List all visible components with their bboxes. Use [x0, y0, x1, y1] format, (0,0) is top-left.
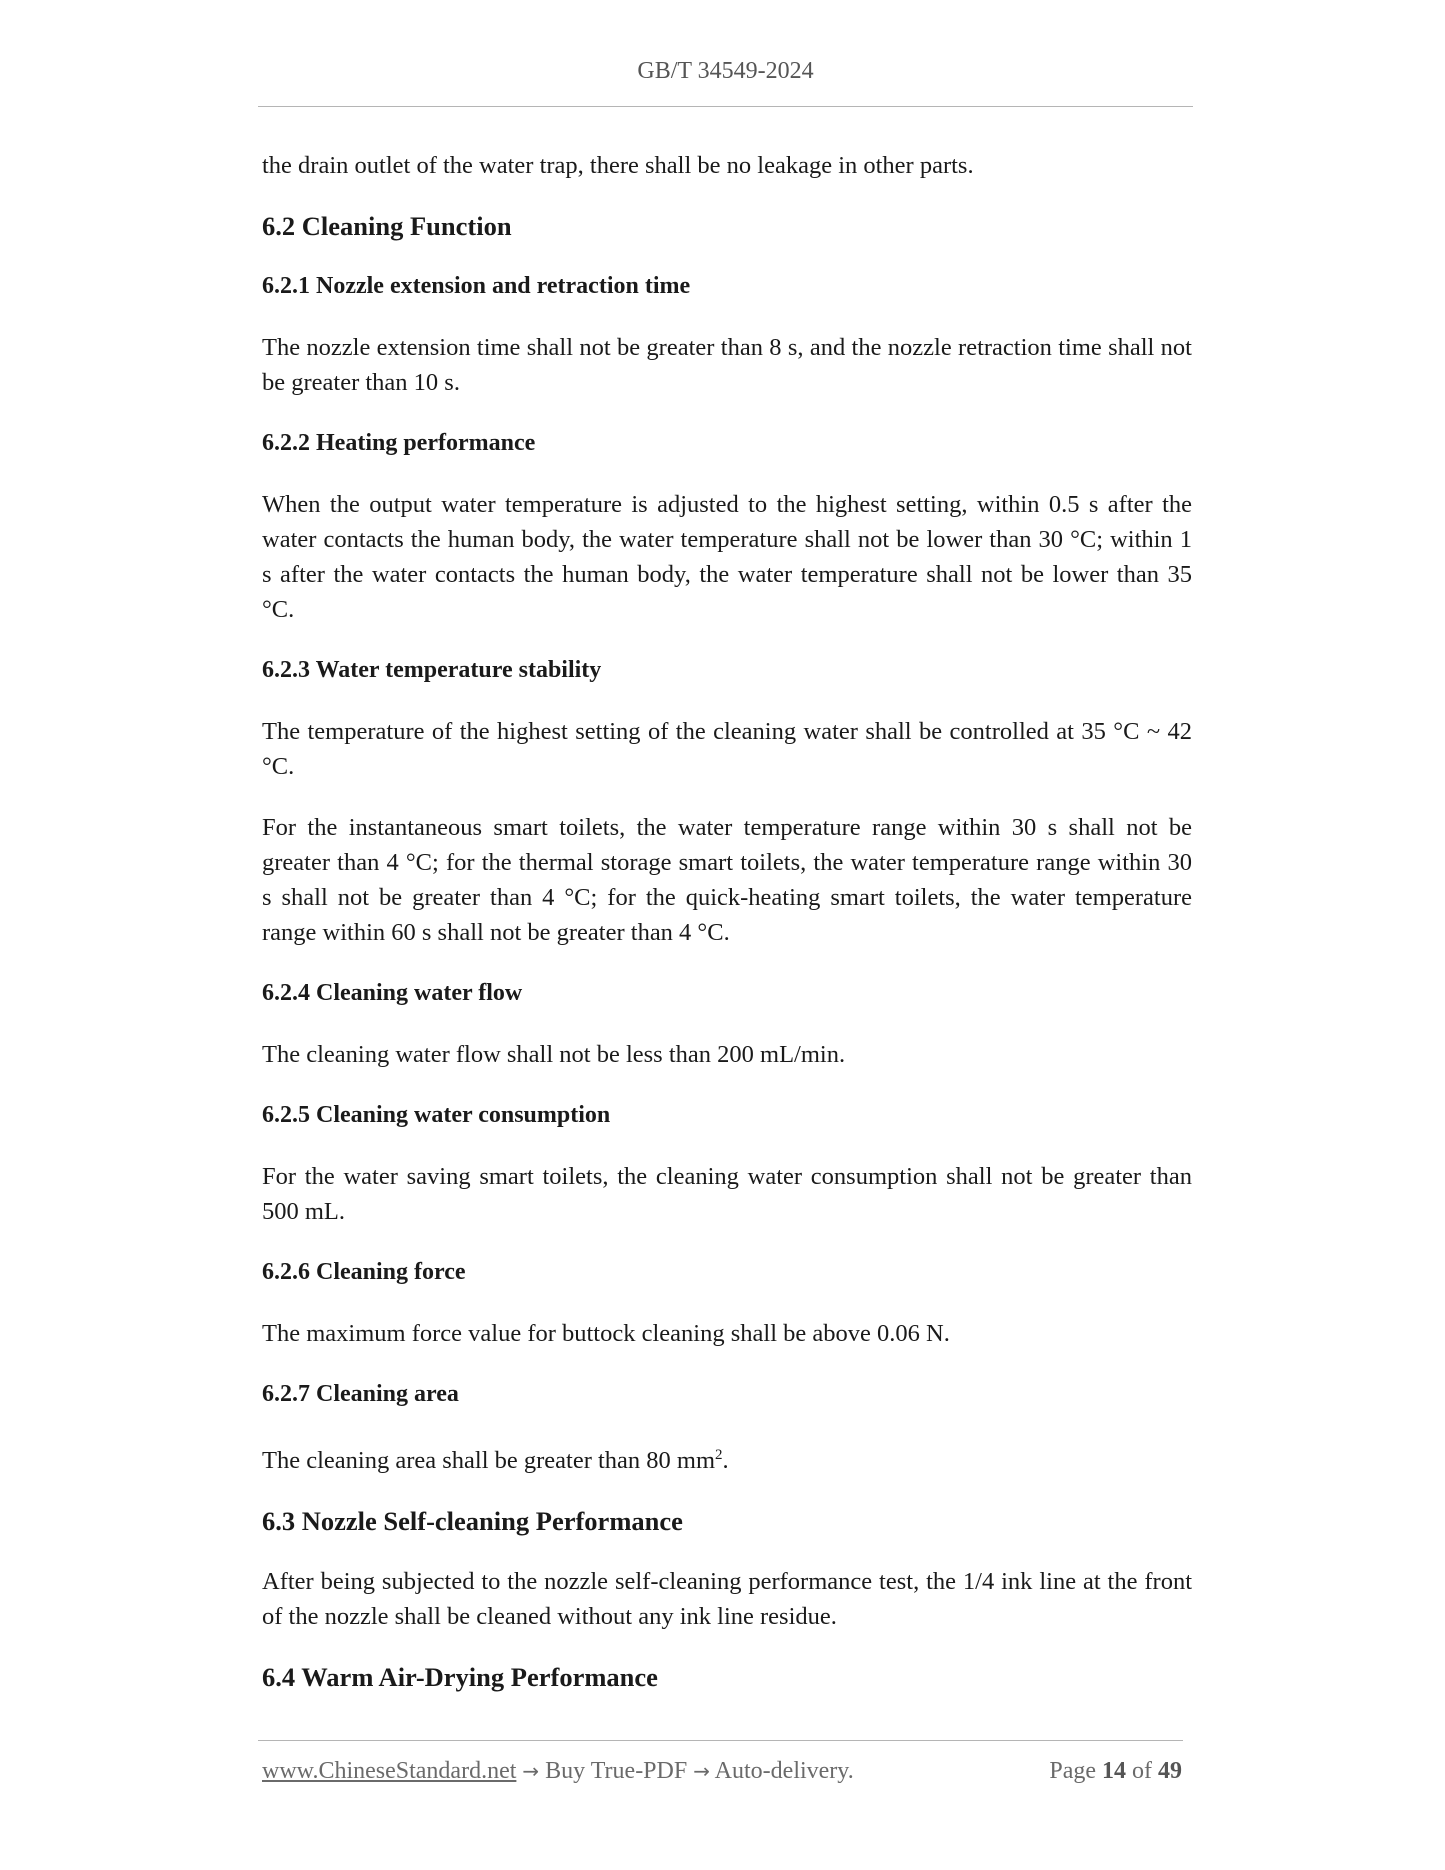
header-divider [258, 106, 1193, 107]
section-heading-6-3: 6.3 Nozzle Self-cleaning Performance [262, 1506, 683, 1537]
subsection-heading-6-2-4: 6.2.4 Cleaning water flow [262, 980, 523, 1006]
subsection-heading-6-2-1: 6.2.1 Nozzle extension and retraction time [262, 273, 691, 299]
page-of-label: of [1132, 1758, 1152, 1784]
subsection-heading-6-2-7: 6.2.7 Cleaning area [262, 1381, 459, 1407]
arrow-right-icon: → [693, 1759, 710, 1783]
auto-delivery-text: Auto-delivery. [714, 1758, 854, 1784]
paragraph-6-3: After being subjected to the nozzle self-cleaning performance test, the 1/4 ink line at the front of the nozzle shall be cleaned without any ink line residue. [262, 1568, 1192, 1631]
arrow-right-icon: → [522, 1759, 540, 1783]
footer-divider [258, 1740, 1183, 1741]
buy-true-pdf-text: Buy True-PDF [545, 1758, 688, 1784]
page-number [1049, 1758, 1182, 1785]
subsection-heading-6-2-6: 6.2.6 Cleaning force [262, 1259, 466, 1285]
superscript-2: 2 [715, 1447, 723, 1463]
page-current: 14 [1102, 1758, 1126, 1784]
page-label: Page [1049, 1758, 1096, 1784]
paragraph-6-2-1: The nozzle extension time shall not be greater than 8 s, and the nozzle retraction time shall not be greater than 10 s. [262, 334, 1192, 396]
paragraph-6-2-6: The maximum force value for buttock cleaning shall be above 0.06 N. [262, 1320, 950, 1347]
paragraph-6-2-3-b: For the instantaneous smart toilets, the water temperature range within 30 s shall not be greater than 4 °C; for the thermal storage smart toilets, the water temperature range within 30 s shall not be greater than 4 °C; for the quick-heating smart toilets, the water temperature range within 60 s shall not be greater than 4 °C. [262, 814, 1192, 946]
paragraph-6-2-5: For the water saving smart toilets, the cleaning water consumption shall not be greater than 500 mL. [262, 1163, 1192, 1225]
paragraph-6-2-7-text: The cleaning area shall be greater than 80 mm [262, 1447, 716, 1475]
page-footer [262, 1758, 1182, 1785]
website-link[interactable]: www.ChineseStandard.net [262, 1758, 517, 1784]
subsection-heading-6-2-2: 6.2.2 Heating performance [262, 430, 536, 456]
paragraph-6-2-4: The cleaning water flow shall not be less than 200 mL/min. [262, 1041, 846, 1068]
paragraph-6-2-3-a: The temperature of the highest setting of the cleaning water shall be controlled at 35 °C ~ 42 °C. [262, 718, 1192, 780]
document-id-header: GB/T 34549-2024 [637, 58, 814, 84]
subsection-heading-6-2-5: 6.2.5 Cleaning water consumption [262, 1102, 611, 1128]
section-heading-6-2: 6.2 Cleaning Function [262, 211, 512, 241]
page-total: 49 [1158, 1758, 1182, 1784]
subsection-heading-6-2-3: 6.2.3 Water temperature stability [262, 657, 602, 683]
section-heading-6-4: 6.4 Warm Air-Drying Performance [262, 1662, 658, 1693]
paragraph-6-2-2: When the output water temperature is adjusted to the highest setting, within 0.5 s after the water contacts the human body, the water temperature shall not be lower than 30 °C; within 1 s after the water contacts the human body, the water temperature shall not be lower than 35 °C. [262, 491, 1192, 623]
page-body [262, 148, 1192, 1720]
continuation-paragraph: the drain outlet of the water trap, there shall be no leakage in other parts. [262, 152, 974, 179]
paragraph-6-2-7 [262, 1438, 1192, 1478]
paragraph-6-2-7-period: . [722, 1447, 729, 1475]
